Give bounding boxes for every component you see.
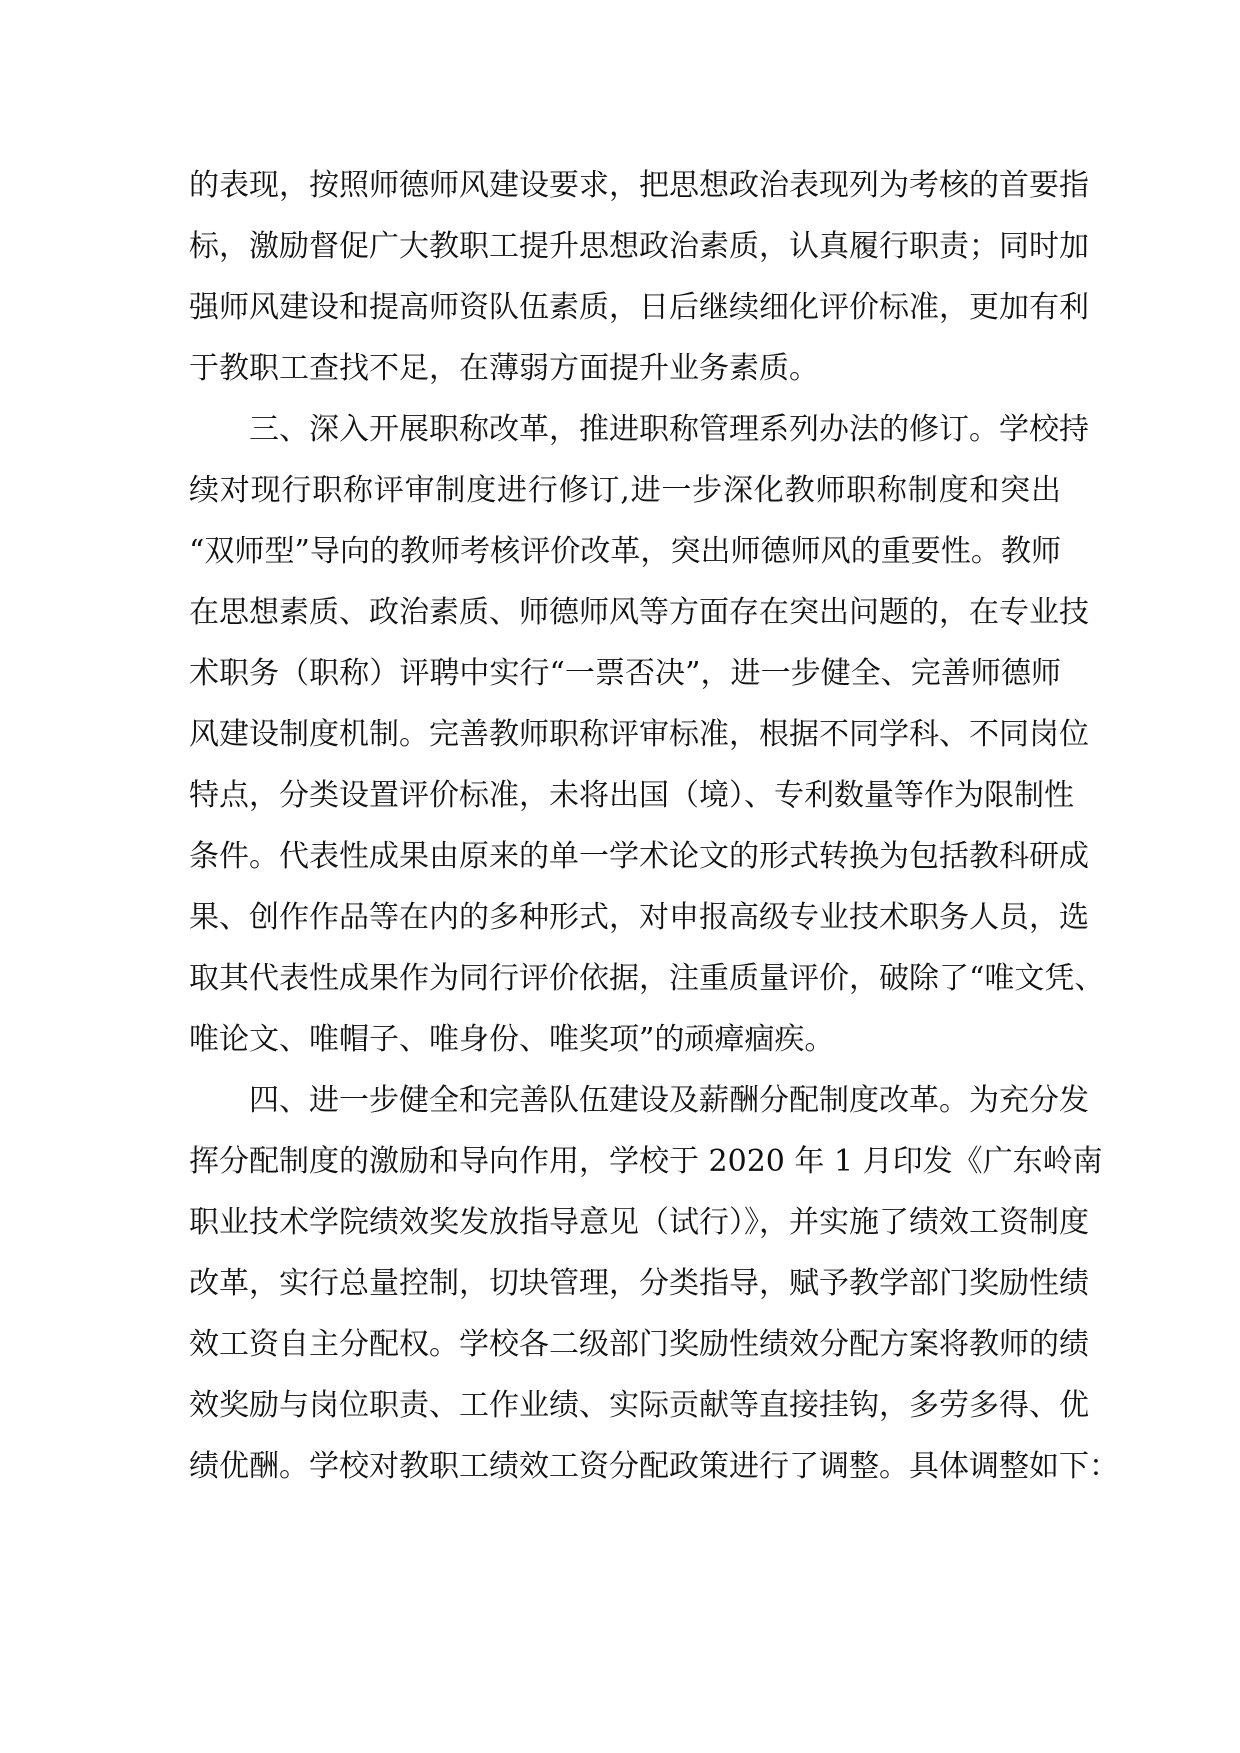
text-line: 四、进一步健全和完善队伍建设及薪酬分配制度改革。为充分发 xyxy=(249,1083,1089,1118)
text-line: 绩优酬。学校对教职工绩效工资分配政策进行了调整。具体调整如下： xyxy=(189,1449,1119,1484)
text-line: 改革，实行总量控制，切块管理，分类指导，赋予教学部门奖励性绩 xyxy=(189,1266,1089,1301)
text-line: 的表现，按照师德师风建设要求，把思想政治表现列为考核的首要指 xyxy=(189,168,1089,203)
text-line: 标，激励督促广大教职工提升思想政治素质，认真履行职责；同时加 xyxy=(189,229,1089,264)
text-line: 唯论文、唯帽子、唯身份、唯奖项”的顽瘴痼疾。 xyxy=(189,1022,835,1057)
text-line: 条件。代表性成果由原来的单一学术论文的形式转换为包括教科研成 xyxy=(189,839,1089,874)
text-line: 效工资自主分配权。学校各二级部门奖励性绩效分配方案将教师的绩 xyxy=(189,1327,1089,1362)
text-line: 挥分配制度的激励和导向作用，学校于 2020 年 1 月印发《广东岭南 xyxy=(189,1144,1103,1179)
text-line: 于教职工查找不足，在薄弱方面提升业务素质。 xyxy=(189,351,819,386)
text-line: “双师型”导向的教师考核评价改革，突出师德师风的重要性。教师 xyxy=(189,534,1061,569)
text-line: 风建设制度机制。完善教师职称评审标准，根据不同学科、不同岗位 xyxy=(189,717,1089,752)
text-line: 在思想素质、政治素质、师德师风等方面存在突出问题的，在专业技 xyxy=(189,595,1089,630)
text-line: 特点，分类设置评价标准，未将出国（境）、专利数量等作为限制性 xyxy=(189,778,1074,813)
text-line: 续对现行职称评审制度进行修订,进一步深化教师职称制度和突出 xyxy=(189,473,1061,508)
text-line: 术职务（职称）评聘中实行“一票否决”，进一步健全、完善师德师 xyxy=(189,656,1061,691)
text-line: 三、深入开展职称改革，推进职称管理系列办法的修订。学校持 xyxy=(249,412,1089,447)
text-line: 果、创作作品等在内的多种形式，对申报高级专业技术职务人员，选 xyxy=(189,900,1089,935)
text-line: 取其代表性成果作为同行评价依据，注重质量评价，破除了“唯文凭、 xyxy=(189,961,1105,996)
text-line: 职业技术学院绩效奖发放指导意见（试行）》，并实施了绩效工资制度 xyxy=(189,1205,1089,1240)
body-text xyxy=(189,155,1119,1497)
text-line: 效奖励与岗位职责、工作业绩、实际贡献等直接挂钩，多劳多得、优 xyxy=(189,1388,1089,1423)
text-line: 强师风建设和提高师资队伍素质，日后继续细化评价标准，更加有利 xyxy=(189,290,1089,325)
